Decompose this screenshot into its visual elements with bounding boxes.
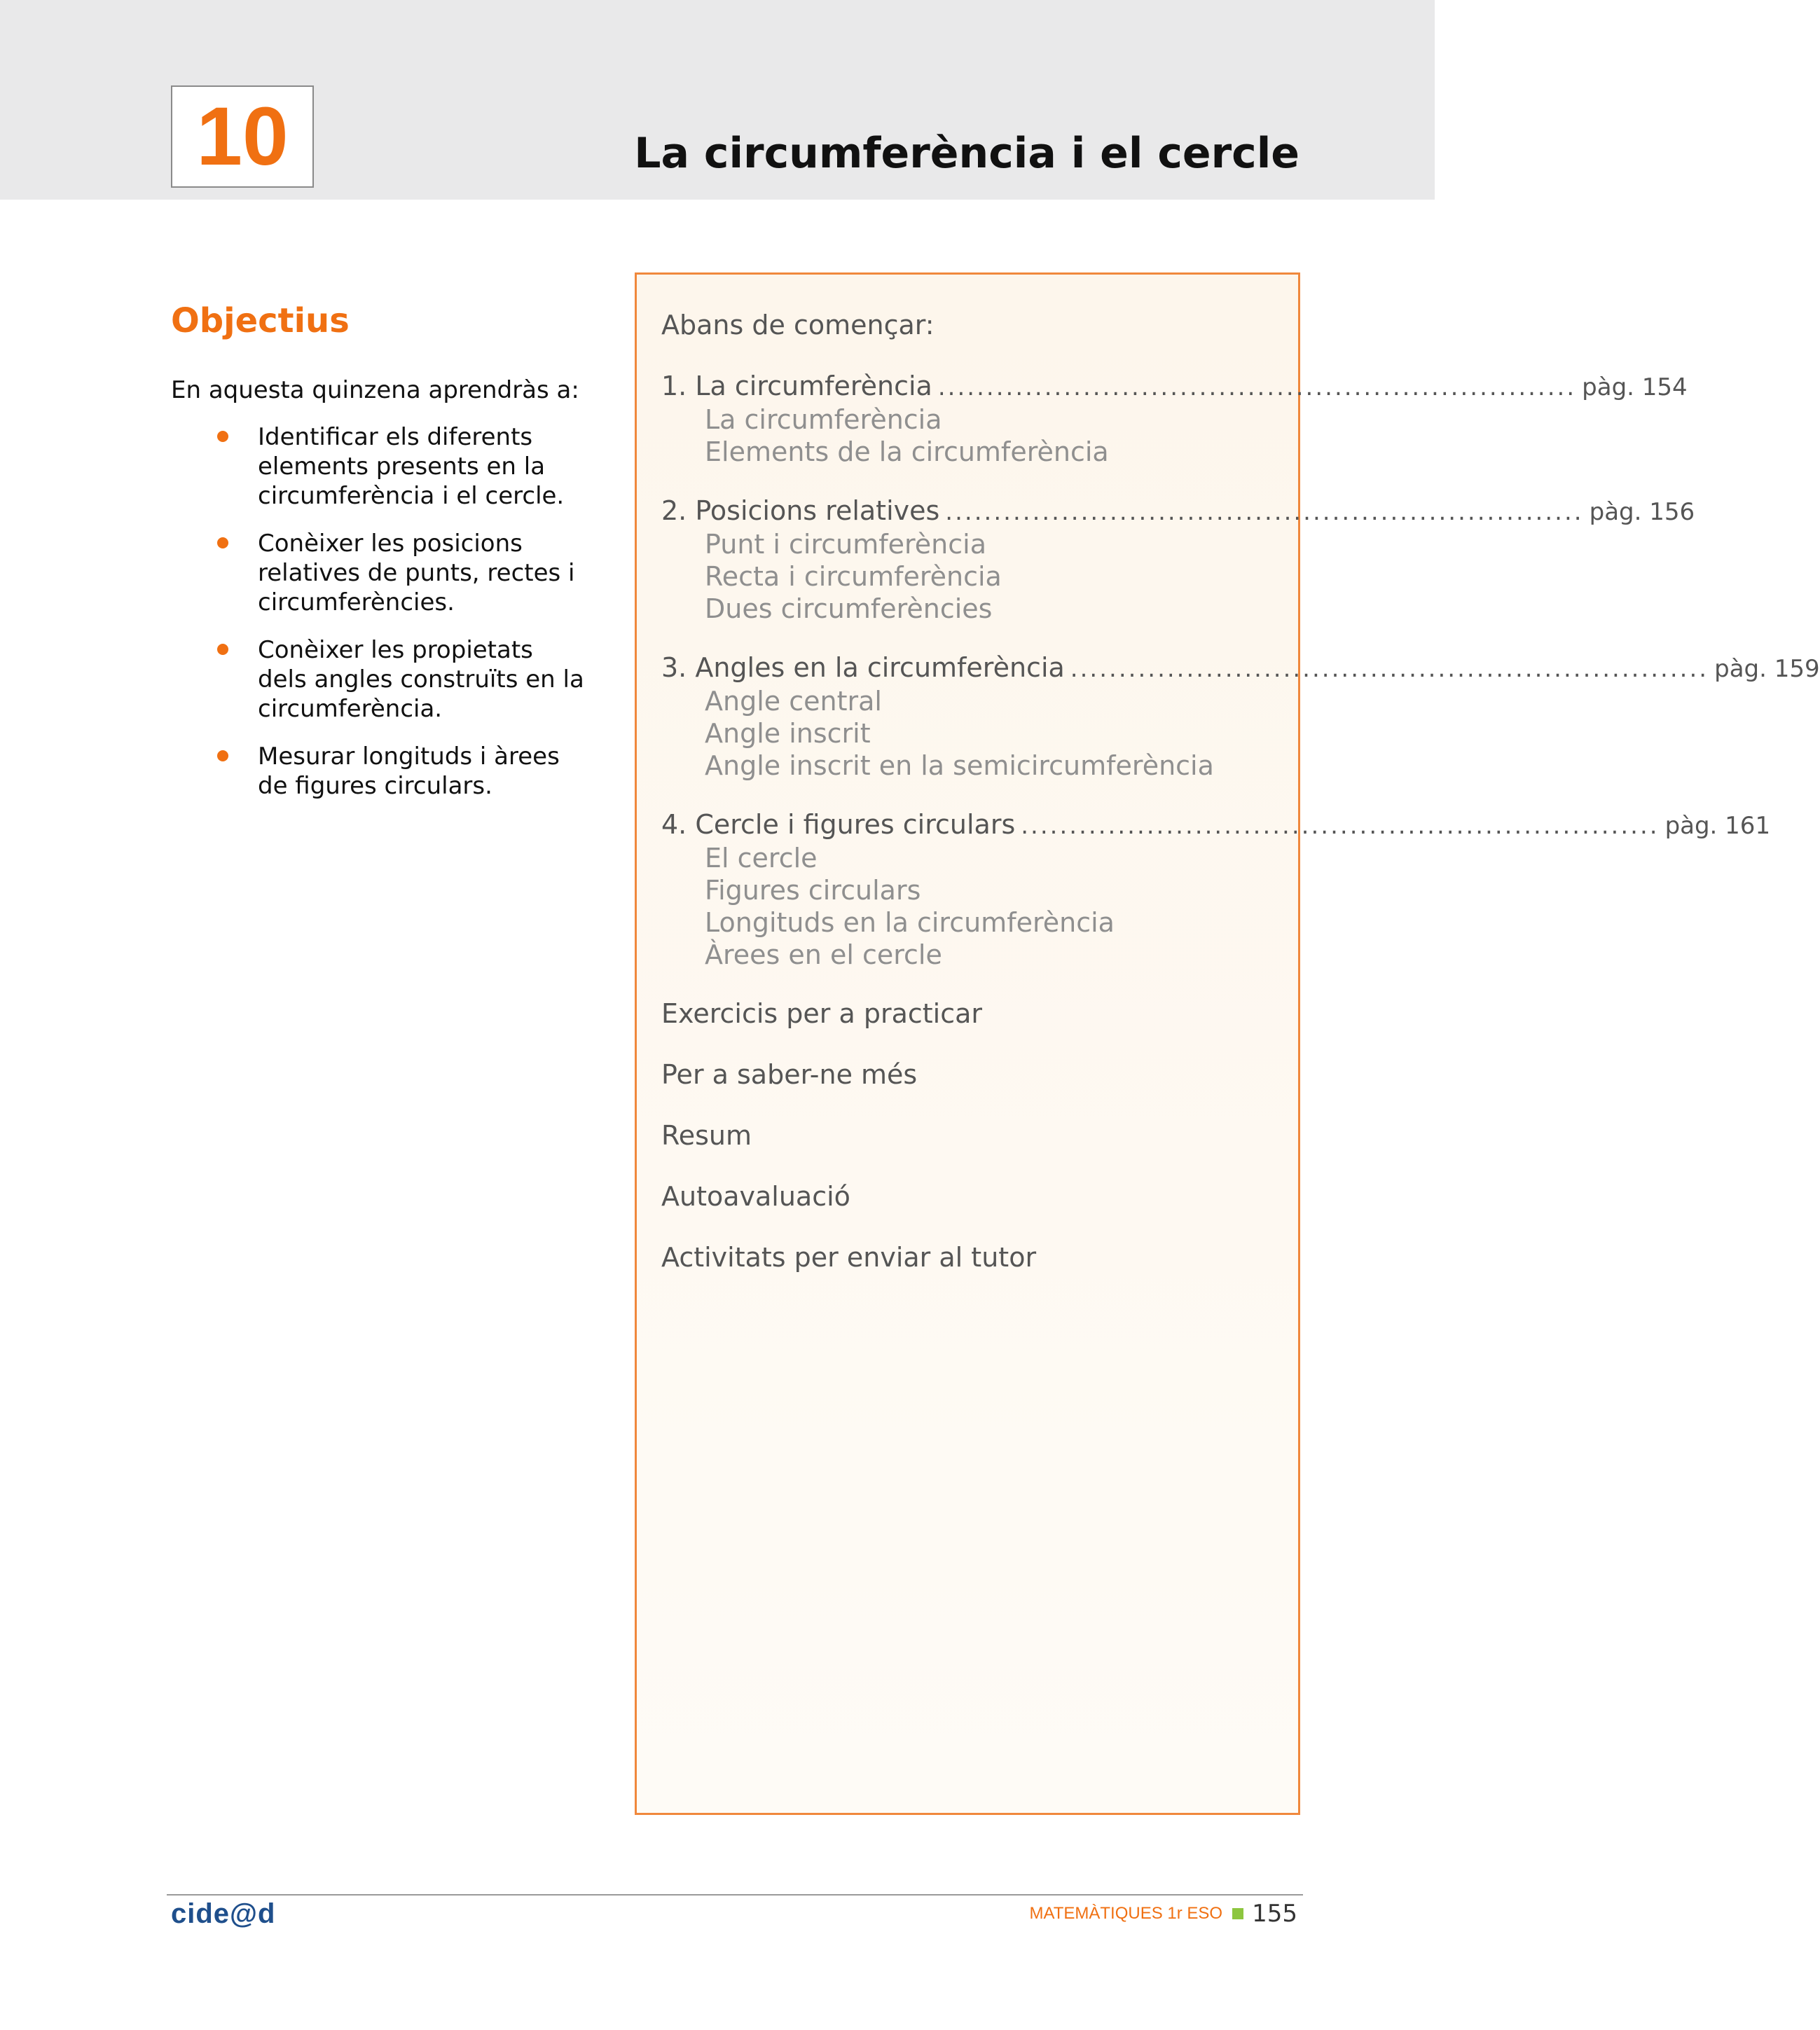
list-item <box>171 422 584 511</box>
toc-section-title: 1. La circumferència <box>661 371 932 401</box>
toc-section-title: 2. Posicions relatives <box>661 495 940 526</box>
page-number: 155 <box>1252 1900 1297 1928</box>
toc-subitem[interactable]: Figures circulars <box>705 875 921 906</box>
cidead-logo: cide@d <box>171 1898 276 1929</box>
toc-section-title: 3. Angles en la circumferència <box>661 652 1065 683</box>
toc-section <box>661 651 1820 782</box>
toc-subitem[interactable]: La circumferència <box>705 404 942 435</box>
toc-section <box>661 370 1688 468</box>
bullet-icon <box>217 431 228 442</box>
objectives-intro: En aquesta quinzena aprendràs a: <box>171 376 579 404</box>
leader-dots: .................................................................. <box>945 498 1584 526</box>
toc-subitem[interactable]: Dues circumferències <box>705 593 993 624</box>
bullet-icon <box>217 644 228 655</box>
toc-subitem[interactable]: Punt i circumferència <box>705 529 987 560</box>
bullet-icon <box>217 750 228 761</box>
list-item <box>171 742 584 801</box>
leader-dots: .................................................................. <box>1070 655 1709 683</box>
toc-subitem[interactable]: Longituds en la circumferència <box>705 907 1115 938</box>
toc-page-ref: pàg. 154 <box>1582 373 1688 401</box>
objectives-heading: Objectius <box>171 301 350 340</box>
toc-section <box>661 495 1695 625</box>
toc-subitem[interactable]: Àrees en el cercle <box>705 939 942 970</box>
toc-subitem[interactable]: Angle central <box>705 686 882 717</box>
toc-before-starting[interactable]: Abans de començar: <box>661 310 935 340</box>
toc-page-ref: pàg. 161 <box>1664 812 1771 840</box>
toc-page-ref: pàg. 156 <box>1589 498 1695 526</box>
footer-subject: MATEMÀTIQUES 1r ESO <box>1029 1904 1223 1923</box>
toc-subitem[interactable]: Angle inscrit en la semicircumferència <box>705 750 1214 781</box>
list-item <box>171 529 584 617</box>
toc-extra-item[interactable]: Exercicis per a practicar <box>661 998 983 1029</box>
objective-text: Conèixer les posicions relatives de punts, rectes i circumferències. <box>258 530 575 616</box>
toc-subitem[interactable]: Recta i circumferència <box>705 561 1002 592</box>
toc-extra-item[interactable]: Autoavaluació <box>661 1181 850 1212</box>
chapter-number-box <box>171 85 314 188</box>
toc-extra-item[interactable]: Per a saber-ne més <box>661 1059 918 1090</box>
toc-subitem[interactable]: El cercle <box>705 843 818 874</box>
toc-extra-item[interactable]: Resum <box>661 1120 752 1151</box>
leader-dots: .................................................................. <box>1021 812 1660 840</box>
footer-divider <box>167 1894 1303 1896</box>
toc-page-ref: pàg. 159 <box>1714 655 1820 683</box>
list-item <box>171 635 584 724</box>
toc-subitem[interactable]: Elements de la circumferència <box>705 436 1109 467</box>
toc-subitem[interactable]: Angle inscrit <box>705 718 871 749</box>
square-bullet-icon <box>1232 1908 1243 1919</box>
leader-dots: .................................................................. <box>937 373 1577 401</box>
bullet-icon <box>217 537 228 548</box>
objective-text: Identificar els diferents elements presents en la circumferència i el cercle. <box>258 423 565 510</box>
chapter-number: 10 <box>196 90 289 183</box>
toc-section-title: 4. Cercle i figures circulars <box>661 809 1016 840</box>
toc-section-heading[interactable] <box>661 370 1688 403</box>
objectives-list <box>171 422 584 801</box>
toc-extra-item[interactable]: Activitats per enviar al tutor <box>661 1242 1037 1273</box>
toc-section-heading[interactable] <box>661 808 1771 842</box>
toc-section-heading[interactable] <box>661 495 1695 528</box>
footer-info <box>1030 1900 1298 1928</box>
objective-text: Conèixer les propietats dels angles construïts en la circumferència. <box>258 636 584 723</box>
table-of-contents <box>635 272 1820 1815</box>
toc-section-heading[interactable] <box>661 651 1820 685</box>
objective-text: Mesurar longituds i àrees de figures circulars. <box>258 743 560 800</box>
objectives-panel <box>171 301 584 819</box>
page-title: La circumferència i el cercle <box>634 129 1299 178</box>
toc-section <box>661 808 1771 971</box>
